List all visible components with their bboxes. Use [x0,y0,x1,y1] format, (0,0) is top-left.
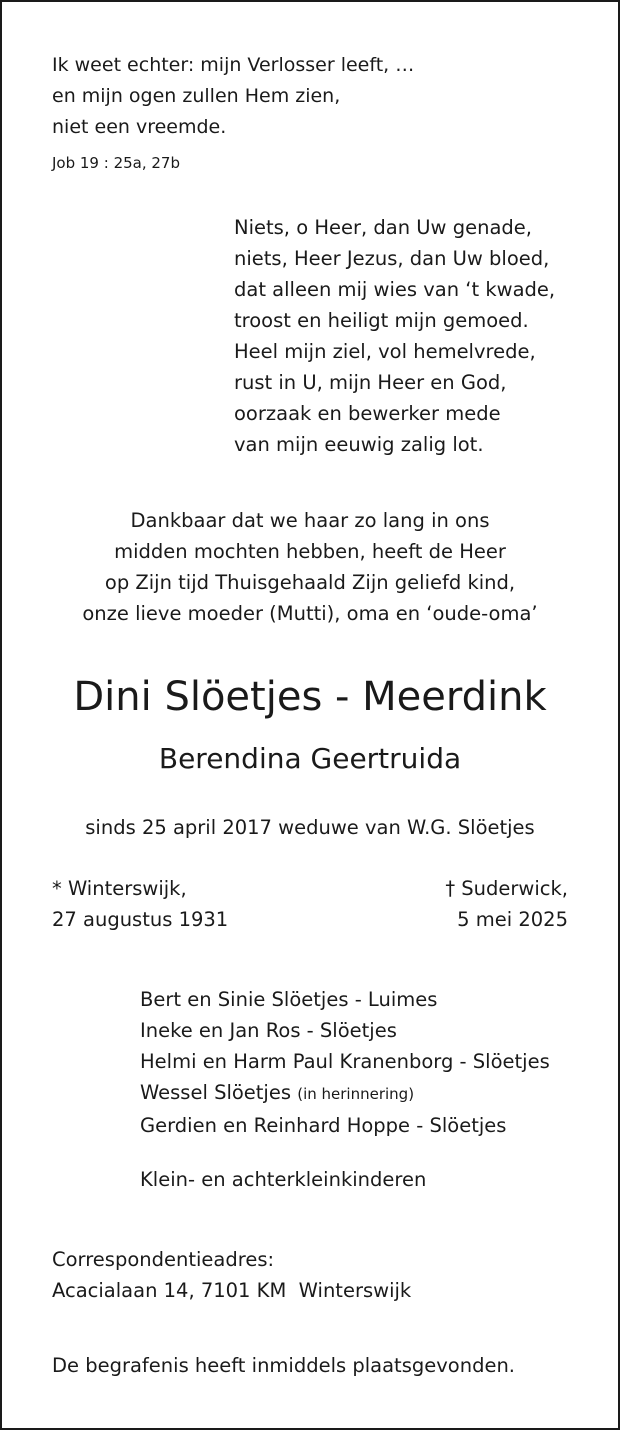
hymn-line: rust in U, mijn Heer en God, [234,371,507,394]
announcement-line: op Zijn tijd Thuisgehaald Zijn geliefd kind, [104,571,516,594]
hymn-verse [234,212,555,460]
family-member: Gerdien en Reinhard Hoppe - Slöetjes [140,1114,507,1137]
announcement-line: midden mochten hebben, heeft de Heer [114,540,506,563]
verse-line: en mijn ogen zullen Hem zien, [52,85,341,107]
hymn-line: troost en heiligt mijn gemoed. [234,309,529,332]
family-member-name: Wessel Slöetjes [140,1081,292,1104]
given-names: Berendina Geertruida [158,742,462,775]
grandchildren-line: Klein- en achterkleinkinderen [140,1168,427,1191]
hymn-line: niets, Heer Jezus, dan Uw bloed, [234,247,550,270]
family-member: Ineke en Jan Ros - Slöetjes [140,1019,397,1042]
birth-info [52,873,228,935]
hymn-line: oorzaak en bewerker mede [234,402,501,425]
death-date: 5 mei 2025 [457,908,568,931]
widow-line: sinds 25 april 2017 weduwe van W.G. Slöetjes [85,816,535,839]
hymn-line: dat alleen mij wies van ‘t kwade, [234,278,556,301]
hymn-line: van mijn eeuwig zalig lot. [234,433,484,456]
address-value: Acacialaan 14, 7101 KM Winterswijk [52,1279,412,1302]
verse-line: Ik weet echter: mijn Verlosser leeft, … [52,54,415,76]
death-info [445,873,568,935]
hymn-line: Niets, o Heer, dan Uw genade, [234,216,532,239]
family-member: Bert en Sinie Slöetjes - Luimes [140,988,438,1011]
verse-line: niet een vreemde. [52,116,227,138]
announcement-line: onze lieve moeder (Mutti), oma en ‘oude-oma’ [82,602,538,625]
birth-place: * Winterswijk, [52,877,187,900]
verse-reference: Job 19 : 25a, 27b [52,154,180,172]
deceased-name: Dini Slöetjes - Meerdink [73,674,547,720]
correspondence-address [52,1244,411,1306]
address-label: Correspondentieadres: [52,1248,275,1271]
memorial-note: (in herinnering) [297,1085,415,1103]
family-list [140,984,550,1141]
announcement-text [2,505,618,629]
funeral-note: De begrafenis heeft inmiddels plaatsgevonden. [52,1354,516,1377]
family-member: Helmi en Harm Paul Kranenborg - Slöetjes [140,1050,550,1073]
bible-verse [52,50,414,143]
hymn-line: Heel mijn ziel, vol hemelvrede, [234,340,536,363]
announcement-line: Dankbaar dat we haar zo lang in ons [130,509,490,532]
family-member-memorial [140,1077,550,1110]
birth-date: 27 augustus 1931 [52,908,229,931]
death-place: † Suderwick, [445,877,568,900]
